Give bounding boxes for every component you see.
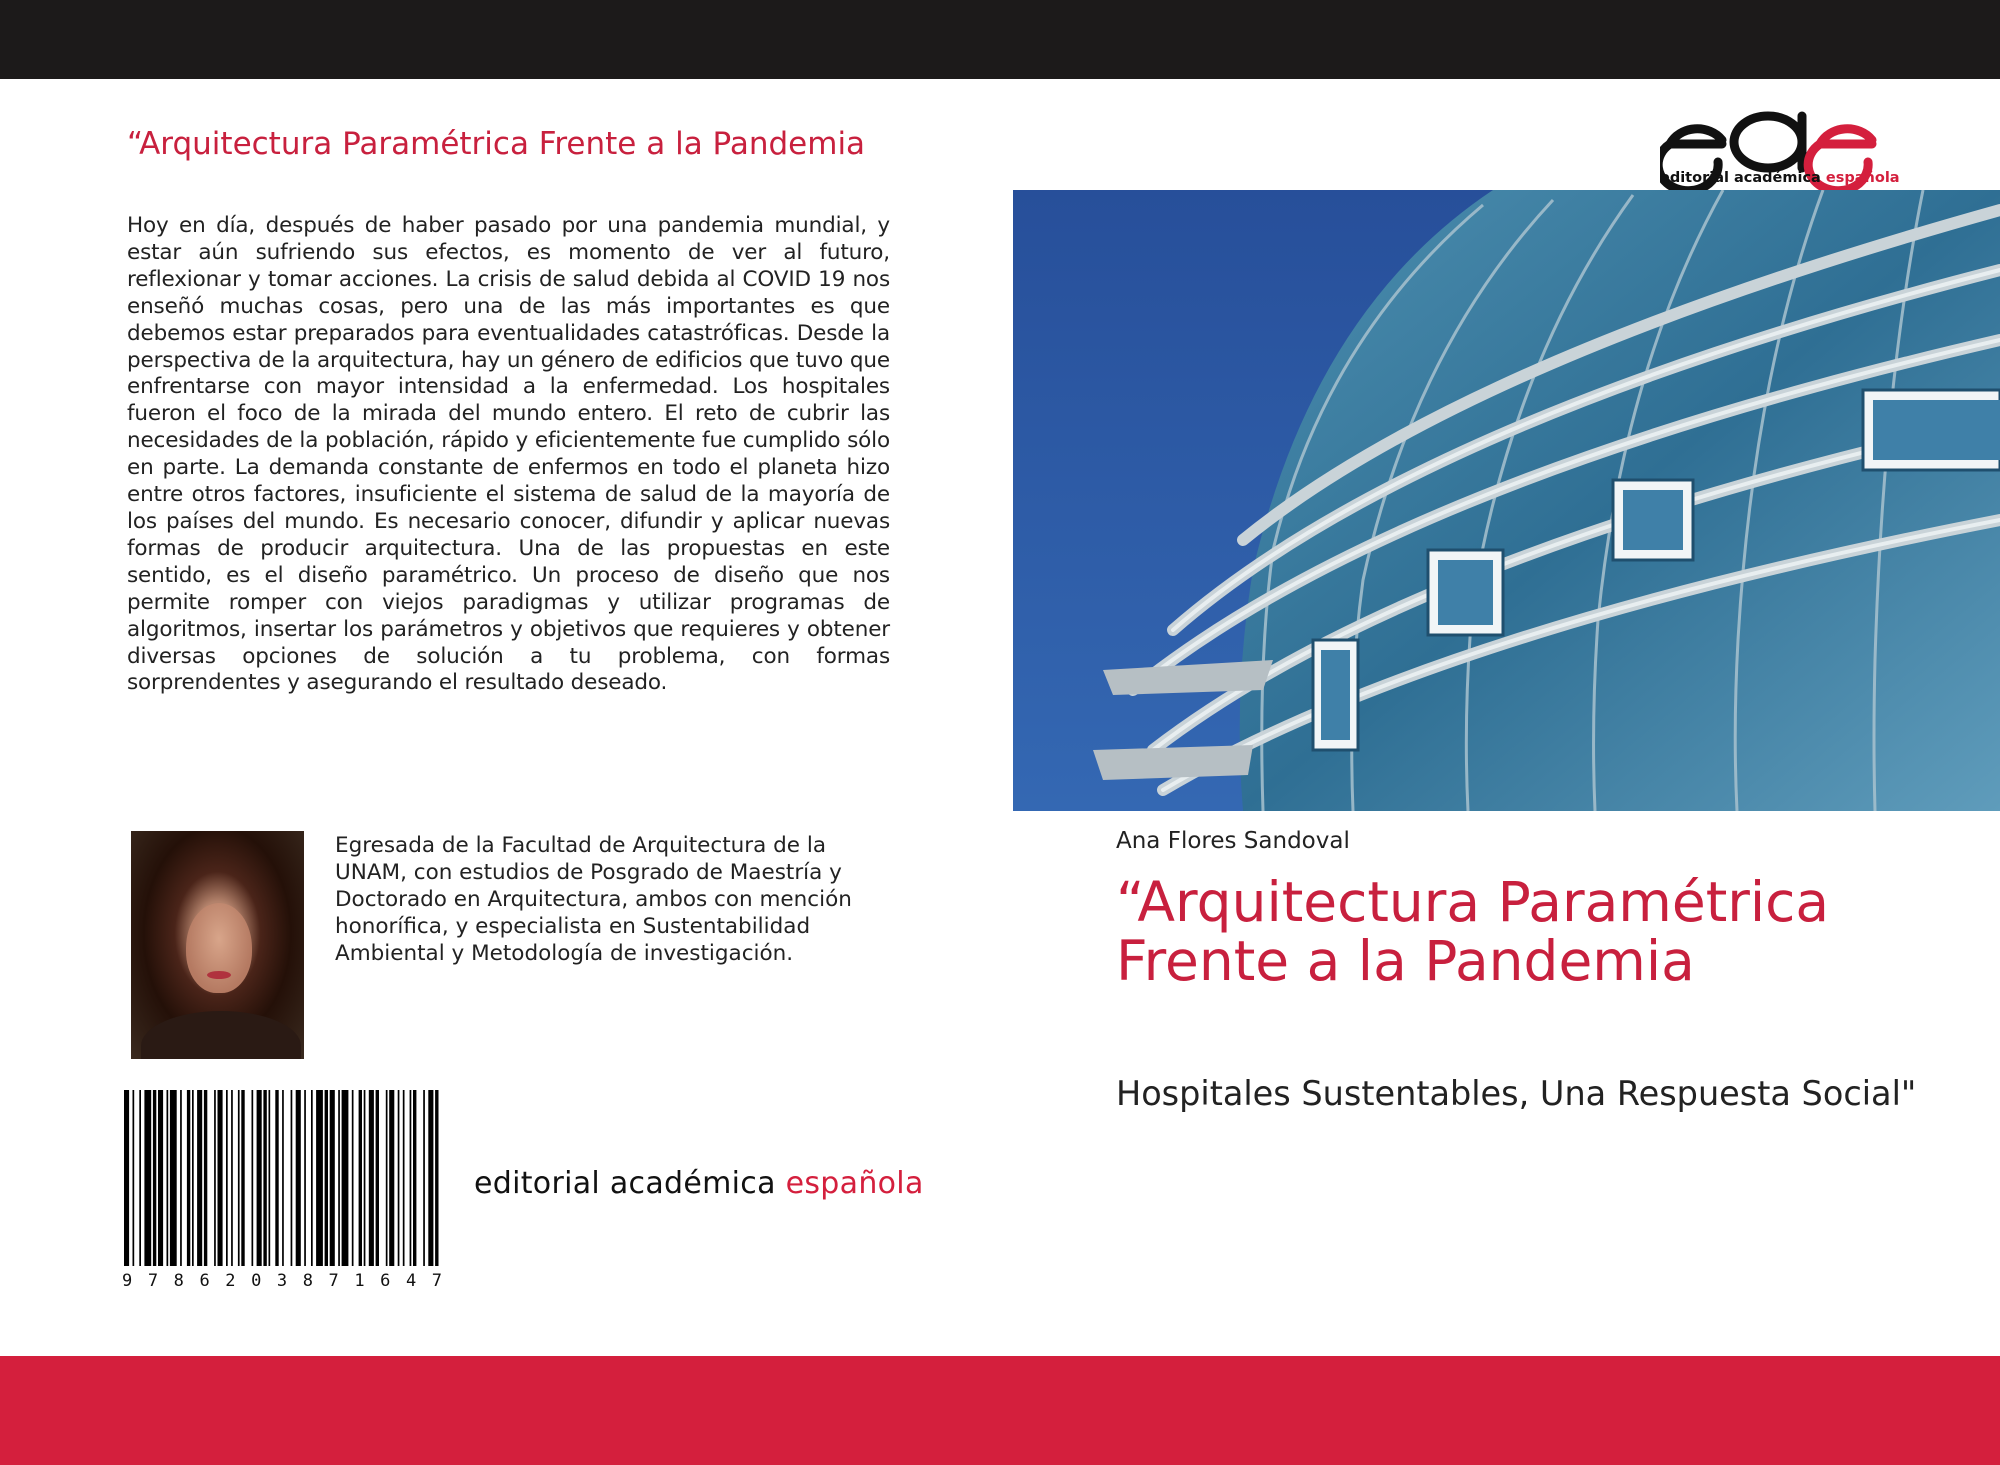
barcode-bar xyxy=(296,1090,301,1266)
barcode-bar xyxy=(180,1090,182,1266)
barcode-bar xyxy=(226,1090,228,1266)
barcode-bar xyxy=(204,1090,207,1266)
barcode-bar xyxy=(153,1090,156,1266)
barcode-bar xyxy=(170,1090,177,1266)
cover-building-photo xyxy=(1013,190,2000,811)
barcode-bar xyxy=(275,1090,278,1266)
barcode-bar xyxy=(330,1090,335,1266)
barcode-bar xyxy=(241,1090,244,1266)
barcode-bar xyxy=(423,1090,425,1266)
cover-subtitle: Hospitales Sustentables, Una Respuesta Social" xyxy=(1116,1074,1917,1113)
barcode-bar xyxy=(364,1090,366,1266)
author-photo xyxy=(131,831,304,1059)
barcode-bar xyxy=(389,1090,394,1266)
barcode-bar xyxy=(197,1090,202,1266)
barcode-bar xyxy=(311,1090,313,1266)
barcode-bar xyxy=(369,1090,374,1266)
barcode-bar xyxy=(218,1090,223,1266)
barcode-bar xyxy=(252,1090,254,1266)
top-dark-band xyxy=(0,0,2000,79)
logo-caption xyxy=(1660,170,1900,186)
barcode-bar xyxy=(410,1090,412,1266)
back-cover-title: “Arquitectura Paramétrica Frente a la Pandemia xyxy=(127,126,866,162)
barcode-bar xyxy=(214,1090,216,1266)
isbn-digits: 9 7 8 6 2 0 3 8 7 1 6 4 7 xyxy=(122,1271,442,1290)
publisher-name xyxy=(474,1166,924,1201)
barcode-bar xyxy=(403,1090,405,1266)
barcode-bar xyxy=(231,1090,233,1266)
publisher-name-main: editorial académica xyxy=(474,1166,776,1201)
barcode-bar xyxy=(263,1090,266,1266)
barcode-bar xyxy=(269,1090,271,1266)
barcode-bar xyxy=(192,1090,194,1266)
barcode-bar xyxy=(325,1090,328,1266)
barcode-bar xyxy=(282,1090,284,1266)
logo-caption-main: editorial académica xyxy=(1660,170,1821,186)
barcode-bar xyxy=(398,1090,400,1266)
cover-title: “Arquitectura Paramétrica Frente a la Pandemia xyxy=(1116,870,1830,993)
barcode-bar xyxy=(158,1090,163,1266)
barcode-bar xyxy=(376,1090,379,1266)
barcode-bar xyxy=(413,1090,416,1266)
barcode-bar xyxy=(257,1090,262,1266)
barcode-bar xyxy=(435,1090,438,1266)
barcode-bar xyxy=(359,1090,362,1266)
back-cover-blurb: Hoy en día, después de haber pasado por una pandemia mundial, y estar aún sufriendo sus efectos, es momento de ver al futuro, reflexionar y tomar acciones. La crisis de salud debida al COVID 19 nos enseñó muchas cosas, pero una de las más importantes es que debemos estar preparados para eventualidades catastróficas. Desde la perspectiva de la arquitectura, hay un género de edificios que tuvo que enfrentarse con mayor intensidad a la enfermedad. Los hospitales fueron el foco de la mirada del mundo entero. El reto de cubrir las necesidades de la población, rápido y eficientemente fue cumplido sólo en parte. La demanda constante de enfermos en todo el planeta hizo entre otros factores, insuficiente el sistema de salud de la mayoría de los países del mundo. Es necesario conocer, difundir y aplicar nuevas formas de producir arquitectura. Una de las propuestas en este sentido, es el diseño paramétrico. Un proceso de diseño que nos permite romper con viejos paradigmas y utilizar programas de algoritmos, insertar los parámetros y objetivos que requieres y obtener diversas opciones de solución a tu problema, con formas sorprendentes y asegurando el resultado deseado. xyxy=(127,213,890,696)
barcode-bar xyxy=(167,1090,169,1266)
barcode-bar xyxy=(291,1090,293,1266)
barcode-bar xyxy=(304,1090,306,1266)
barcode-bar xyxy=(187,1090,190,1266)
barcode-bar xyxy=(133,1090,135,1266)
barcode-bar xyxy=(144,1090,151,1266)
barcode-bar xyxy=(139,1090,141,1266)
barcode-bar xyxy=(428,1090,433,1266)
barcode-bar xyxy=(342,1090,349,1266)
logo-caption-accent: española xyxy=(1825,170,1900,186)
publisher-name-accent: española xyxy=(785,1166,924,1201)
author-bio: Egresada de la Facultad de Arquitectura de la UNAM, con estudios de Posgrado de Maestría y Doctorado en Arquitectura, ambos con mención honorífica, y especialista en Sustentabilidad Ambiental y Metodología de investigación. xyxy=(335,833,852,966)
barcode-bar xyxy=(238,1090,240,1266)
isbn-barcode xyxy=(122,1090,462,1290)
barcode-bar xyxy=(352,1090,354,1266)
barcode-bar xyxy=(386,1090,388,1266)
barcode-bar xyxy=(316,1090,323,1266)
barcode-bar xyxy=(124,1090,129,1266)
cover-author-name: Ana Flores Sandoval xyxy=(1116,828,1350,854)
barcode-bar xyxy=(338,1090,340,1266)
bottom-red-band xyxy=(0,1356,2000,1465)
